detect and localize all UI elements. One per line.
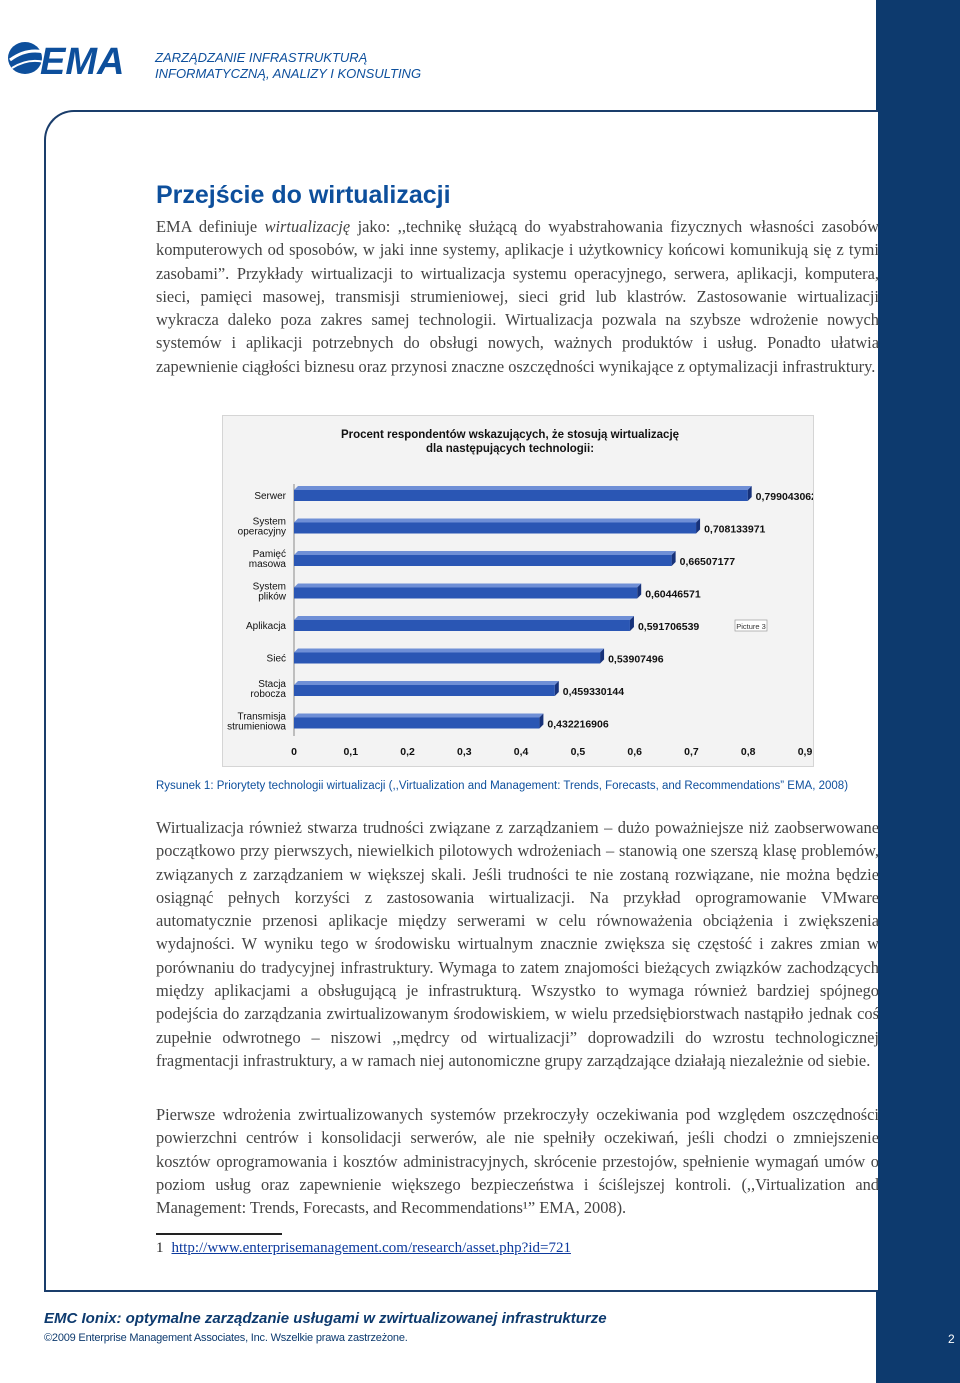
intro-term: wirtualizację [264, 217, 351, 236]
category-label: Stacja [258, 679, 286, 690]
x-tick-label: 0,4 [513, 746, 529, 758]
category-label: Aplikacja [245, 621, 286, 632]
bar-value-label: 0,53907496 [608, 653, 664, 666]
bar-top-face [294, 714, 543, 718]
bar-2 [294, 523, 696, 534]
footer-title: EMC Ionix: optymalne zarządzanie usługami w zwirtualizowanej infrastrukturze [44, 1310, 607, 1327]
bar-top-face [294, 584, 641, 588]
tagline-line1: ZARZĄDZANIE INFRASTRUKTURĄ [155, 50, 368, 65]
tagline [155, 50, 421, 82]
x-tick-label: 0,1 [343, 746, 359, 758]
bar-value-label: 0,799043062 [755, 491, 813, 503]
bar-value-label: 0,66507177 [679, 556, 736, 568]
ema-logo [6, 36, 138, 82]
x-tick-label: 0,7 [684, 746, 699, 758]
figure-caption: Rysunek 1: Priorytety technologii wirtualizacji (,,Virtualization and Management: Trends, Forecasts, and Recommendations” EMA, 2008) [156, 780, 849, 792]
category-label: robocza [250, 689, 286, 700]
body-paragraph-3: Pierwsze wdrożenia zwirtualizowanych systemów przekroczyły oczekiwania pod względem oszczędności powierzchni centrów i konsolidacji serwerów, ale nie spełniły oczekiwań, jeśli chodzi o zmniejszenie kosztów oprogramowania i kosztów administracyjnych, skrócenie przestojów, spełnienie wymagań umów o poziom usług oraz zapewnienie większego bezpieczeństwa i ściślejszej kontroli. (,,Virtualization and Management: Trends, Forecasts, and Recommendations¹” EMA, 2008). [156, 1105, 879, 1218]
category-label: strumieniowa [227, 721, 286, 733]
bar-value-label: 0,432216906 [547, 718, 609, 731]
category-label: Transmisja [237, 711, 286, 723]
bar-3 [294, 555, 672, 566]
bar-6 [294, 653, 600, 664]
bar-top-face [294, 551, 676, 555]
bar-8 [294, 718, 539, 729]
bar-top-face [294, 519, 700, 523]
category-label: Pamięć [252, 549, 286, 560]
x-tick-label: 0,8 [740, 746, 756, 758]
bar-1 [294, 490, 748, 501]
category-label: System [252, 581, 286, 593]
category-label: Sieć [266, 653, 286, 665]
bar-value-label: 0,708133971 [704, 523, 766, 536]
category-label: plików [258, 591, 286, 603]
bar-top-face [294, 681, 559, 685]
legend-label: Picture 3 [736, 622, 766, 631]
footer-copyright: ©2009 Enterprise Management Associates, Inc. Wszelkie prawa zastrzeżone. [44, 1332, 408, 1344]
footnote-link[interactable]: http://www.enterprisemanagement.com/research/asset.php?id=721 [171, 1240, 571, 1256]
logo-text: EMA [40, 41, 125, 82]
chart-container [222, 415, 814, 767]
intro-paragraph [156, 215, 879, 378]
intro-text-after: jako: ,,technikę służącą do wyabstrahowania fizycznych własności zasobów komputerowych od sposobów, w jaki inne systemy, aplikacje i użytkownicy końcowi komunikują się z tymi zasobami”. Przykłady wirtualizacji to wirtualizacja systemu operacyjnego, serwera, aplikacji, komputera, sieci, pamięci masowej, transmisji strumieniowej, sieci grid lub klastrów. Zastosowanie wirtualizacji wykracza daleko poza zakres samej technologii. Wirtualizacja pozwala na szybsze wdrożenie nowych systemów i aplikacji potrzebnych do obsługi nowych, ważnych produktów i usług. Ponadto ułatwia zapewnienie ciągłości biznesu oraz przynosi znaczne oszczędności wynikające z optymalizacji infrastruktury. [156, 217, 879, 376]
right-accent-bar [876, 0, 960, 1383]
section-title: Przejście do wirtualizacji [156, 181, 451, 209]
virtualization-bar-chart [223, 416, 813, 766]
bar-top-face [294, 616, 634, 620]
bar-7 [294, 685, 555, 696]
footnote-divider [156, 1233, 282, 1235]
footnote-number: 1 [156, 1240, 164, 1256]
x-tick-label: 0 [291, 746, 297, 758]
bar-value-label: 0,459330144 [562, 686, 625, 698]
chart-title-line2: dla następujących technologii: [425, 443, 595, 455]
x-tick-label: 0,2 [400, 746, 415, 758]
x-tick-label: 0,9 [797, 746, 813, 758]
bar-4 [294, 588, 637, 599]
x-tick-label: 0,5 [570, 746, 586, 758]
x-tick-label: 0,6 [627, 746, 642, 758]
body-paragraph-2: Wirtualizacja również stwarza trudności związane z zarządzaniem – dużo poważniejsze niż zaobserwowane początkowo przy pierwszych, niewielkich pilotowych wdrożeniach – stanowią one szerszą klasę problemów, związanych z zarządzaniem w większej skali. Jeśli trudności te nie zostaną rozwiązane, nie można będzie osiągnąć pełnych korzyści z zastosowania wirtualizacji. Na przykład oprogramowanie VMware automatycznie przenosi aplikacje między serwerami w celu równoważenia obciążenia i zwiększenia wydajności. W wyniku tego w środowisku wirtualnym znacznie zwiększa się częstość i zakres zmian w porównaniu do tradycyjnej infrastruktury. Wymaga to zatem znajomości bieżących związków zachodzących między aplikacjami a obsługującą je infrastrukturą. Wszystko to wymaga również bardziej spójnego podejścia do zarządzania zwirtualizowanym środowiskiem, w wielu przedsiębiorstwach nastąpiło jednak coś zupełnie odwrotnego – niszowi ,,mędrcy od wirtualizacji” doprowadzili do wzrostu technologicznej fragmentacji infrastruktury, a w ramach niej autonomiczne grupy zarządzające działają niezależnie od siebie. [156, 818, 879, 1070]
footnote [156, 1240, 571, 1257]
bar-top-face [294, 649, 604, 653]
category-label: masowa [248, 559, 286, 570]
x-tick-label: 0,3 [457, 746, 472, 758]
category-label: Serwer [254, 491, 286, 502]
bar-value-label: 0,591706539 [637, 621, 700, 633]
category-label: operacyjny [237, 526, 286, 538]
intro-text-before: EMA definiuje [156, 217, 265, 236]
page-number: 2 [948, 1332, 955, 1346]
tagline-line2: INFORMATYCZNĄ, ANALIZY I KONSULTING [155, 66, 422, 81]
page-header [0, 0, 876, 110]
category-label: System [252, 516, 286, 528]
bar-value-label: 0,60446571 [645, 588, 701, 601]
bar-top-face [294, 486, 752, 490]
chart-title-line1: Procent respondentów wskazujących, że stosują wirtualizację [340, 429, 680, 441]
bar-5 [294, 620, 630, 631]
